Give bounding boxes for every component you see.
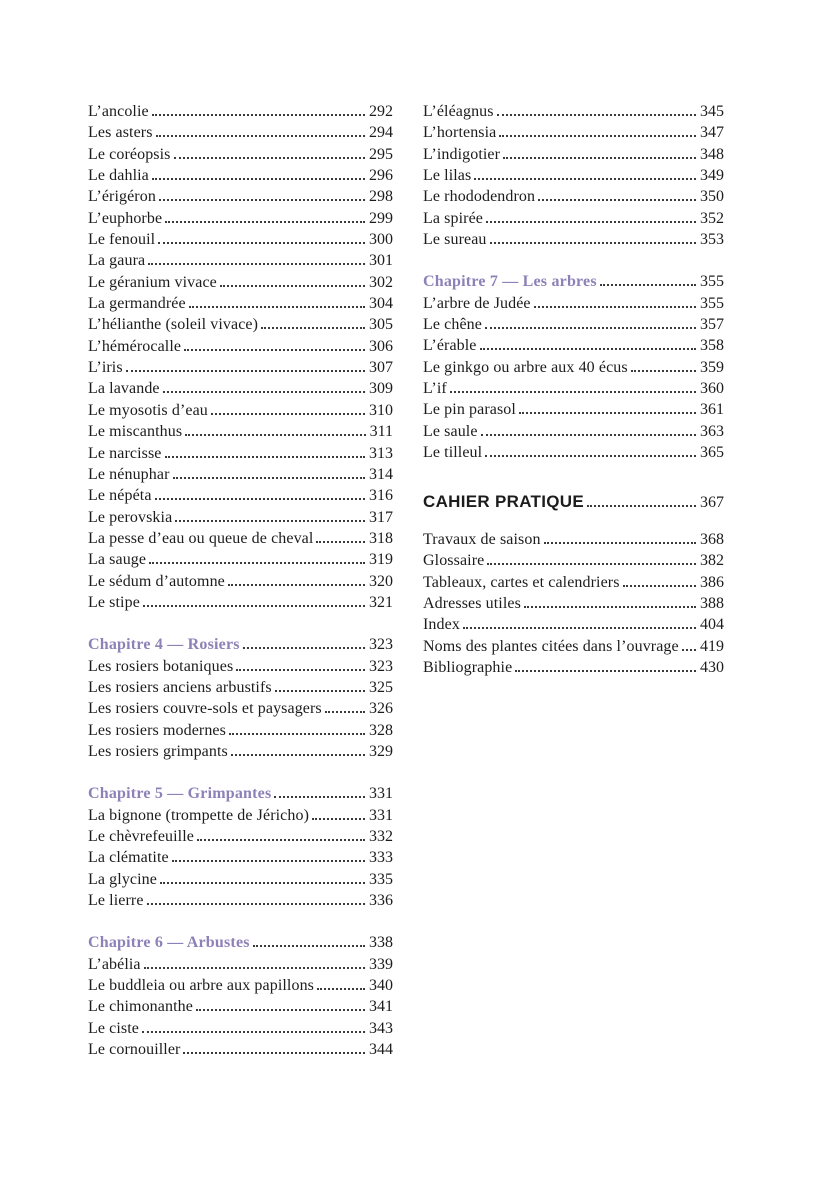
- toc-entry-page: 348: [700, 145, 724, 163]
- dot-leader: [143, 605, 365, 607]
- toc-entry-page: 321: [369, 593, 393, 611]
- toc-entry-label: L’hémérocalle: [88, 337, 182, 355]
- dot-leader: [185, 434, 365, 436]
- dot-leader: [474, 178, 696, 180]
- toc-entry-label: Les rosiers anciens arbustifs: [88, 678, 272, 696]
- toc-entry-page: 335: [369, 870, 393, 888]
- toc-entry-label: Le géranium vivace: [88, 273, 217, 291]
- dot-leader: [497, 114, 696, 116]
- dot-leader: [228, 584, 365, 586]
- toc-entry-label: Le chimonanthe: [88, 998, 193, 1016]
- toc-entry: [88, 996, 393, 1017]
- dot-leader: [165, 221, 365, 223]
- toc-entry-page: 306: [369, 337, 393, 355]
- toc-column-left: [88, 101, 393, 1060]
- dot-leader: [519, 412, 696, 414]
- toc-entry: [88, 229, 393, 250]
- toc-column-right: [423, 101, 724, 678]
- toc-entry-label: La bignone (trompette de Jéricho): [88, 806, 309, 824]
- dot-leader: [197, 839, 365, 841]
- toc-entry-page: 357: [700, 316, 724, 334]
- toc-entry-label: La gaura: [88, 252, 146, 270]
- toc-entry-page: 347: [700, 124, 724, 142]
- heading-gap: [423, 513, 724, 529]
- dot-leader: [538, 199, 696, 201]
- toc-entry-label: Le ciste: [88, 1019, 139, 1037]
- toc-entry: [88, 826, 393, 847]
- toc-entry-page: 344: [369, 1041, 393, 1059]
- toc-entry: [88, 378, 393, 399]
- toc-entry-page: 419: [700, 637, 724, 655]
- toc-entry-page: 301: [369, 252, 393, 270]
- dot-leader: [152, 178, 365, 180]
- toc-entry-page: 311: [369, 423, 393, 441]
- toc-section: [88, 783, 393, 911]
- toc-section: [423, 101, 724, 250]
- chapter-heading-page: 331: [369, 785, 393, 803]
- dot-leader: [144, 967, 365, 969]
- dot-leader: [274, 796, 365, 798]
- toc-entry-page: 349: [700, 167, 724, 185]
- toc-entry-label: Le saule: [423, 422, 478, 440]
- toc-entry-label: Le stipe: [88, 593, 140, 611]
- toc-entry: [88, 1018, 393, 1039]
- dot-leader: [480, 348, 696, 350]
- toc-entry: [88, 357, 393, 378]
- chapter-heading-label: Chapitre 7 — Les arbres: [423, 273, 597, 291]
- toc-entry-page: 350: [700, 188, 724, 206]
- toc-entry-page: 343: [369, 1019, 393, 1037]
- toc-entry: [423, 101, 724, 122]
- toc-entry-label: Le myosotis d’eau: [88, 401, 208, 419]
- toc-entry: [88, 314, 393, 335]
- toc-entry: [423, 593, 724, 614]
- toc-entry-page: 323: [369, 657, 393, 675]
- toc-entry-label: Les rosiers modernes: [88, 721, 226, 739]
- toc-entry-label: Les rosiers grimpants: [88, 742, 228, 760]
- toc-entry: [423, 529, 724, 550]
- toc-entry-label: La sauge: [88, 551, 147, 569]
- part-heading-label: CAHIER PRATIQUE: [423, 491, 584, 511]
- dot-leader: [243, 647, 365, 649]
- toc-entry-label: Le coréopsis: [88, 145, 171, 163]
- dot-leader: [623, 585, 696, 587]
- dot-leader: [159, 199, 365, 201]
- dot-leader: [155, 498, 365, 500]
- toc-section: [423, 271, 724, 463]
- dot-leader: [148, 263, 365, 265]
- toc-entry-page: 341: [369, 998, 393, 1016]
- toc-entry-page: 336: [369, 892, 393, 910]
- toc-entry-label: La clématite: [88, 849, 169, 867]
- toc-entry: [88, 122, 393, 143]
- toc-entry: [88, 975, 393, 996]
- toc-entry-page: 310: [369, 401, 393, 419]
- toc-entry: [423, 421, 724, 442]
- part-heading-page: 367: [700, 493, 724, 511]
- toc-entry-page: 365: [700, 444, 724, 462]
- toc-section: [88, 101, 393, 613]
- toc-entry-page: 302: [369, 273, 393, 291]
- toc-entry-page: 339: [369, 955, 393, 973]
- toc-entry-page: 309: [369, 380, 393, 398]
- toc-entry-label: Le nénuphar: [88, 465, 170, 483]
- toc-entry-page: 319: [369, 551, 393, 569]
- toc-entry: [88, 421, 393, 442]
- toc-entry-page: 361: [700, 401, 724, 419]
- dot-leader: [236, 669, 365, 671]
- toc-entry: [88, 464, 393, 485]
- toc-entry-page: 359: [700, 358, 724, 376]
- dot-leader: [149, 562, 365, 564]
- toc-entry: [423, 144, 724, 165]
- toc-entry-label: Le fenouil: [88, 231, 156, 249]
- toc-entry: [88, 528, 393, 549]
- toc-entry-page: 316: [369, 487, 393, 505]
- toc-entry-page: 300: [369, 231, 393, 249]
- dot-leader: [172, 860, 365, 862]
- toc-entry: [88, 847, 393, 868]
- toc-entry-label: Tableaux, cartes et calendriers: [423, 573, 620, 591]
- toc-entry-page: 382: [700, 552, 724, 570]
- toc-entry-label: L’érigéron: [88, 188, 156, 206]
- toc-entry-page: 299: [369, 209, 393, 227]
- dot-leader: [325, 711, 365, 713]
- toc-entry: [423, 442, 724, 463]
- toc-section: [88, 634, 393, 762]
- dot-leader: [173, 477, 365, 479]
- dot-leader: [503, 157, 696, 159]
- toc-entry-page: 360: [700, 380, 724, 398]
- toc-entry: [88, 890, 393, 911]
- toc-entry: [423, 208, 724, 229]
- toc-entry: [88, 144, 393, 165]
- toc-entry-label: La germandrée: [88, 295, 186, 313]
- dot-leader: [481, 434, 696, 436]
- dot-leader: [463, 627, 696, 629]
- toc-entry: [423, 550, 724, 571]
- toc-entry-label: L’iris: [88, 359, 123, 377]
- dot-leader: [487, 563, 696, 565]
- toc-entry: [88, 592, 393, 613]
- toc-entry-label: Le lierre: [88, 892, 144, 910]
- chapter-heading: [88, 932, 393, 953]
- dot-leader: [196, 1009, 365, 1011]
- toc-entry: [88, 677, 393, 698]
- toc-entry-label: Les rosiers couvre-sols et paysagers: [88, 700, 322, 718]
- toc-entry-page: 345: [700, 103, 724, 120]
- dot-leader: [160, 882, 365, 884]
- toc-entry-label: Le cornouiller: [88, 1041, 181, 1059]
- toc-entry-page: 294: [369, 124, 393, 142]
- toc-entry-page: 313: [369, 444, 393, 462]
- toc-entry: [423, 357, 724, 378]
- toc-entry-label: L’hélianthe (soleil vivace): [88, 316, 259, 334]
- toc-entry: [88, 507, 393, 528]
- toc-entry-page: 353: [700, 231, 724, 249]
- toc-entry: [88, 400, 393, 421]
- toc-entry-page: 363: [700, 422, 724, 440]
- dot-leader: [682, 649, 696, 651]
- toc-section: [423, 491, 724, 679]
- dot-leader: [600, 284, 696, 286]
- dot-leader: [499, 135, 696, 137]
- toc-entry-page: 328: [369, 721, 393, 739]
- toc-entry-label: Le lilas: [423, 167, 472, 185]
- toc-entry: [88, 186, 393, 207]
- toc-entry: [423, 186, 724, 207]
- toc-entry-page: 298: [369, 188, 393, 206]
- toc-entry-page: 307: [369, 359, 393, 377]
- dot-leader: [316, 541, 365, 543]
- toc-entry-page: 430: [700, 658, 724, 676]
- toc-entry: [88, 1039, 393, 1060]
- toc-entry: [88, 869, 393, 890]
- toc-entry: [423, 229, 724, 250]
- toc-entry-page: 368: [700, 530, 724, 548]
- toc-entry: [423, 572, 724, 593]
- toc-entry-label: Bibliographie: [423, 658, 513, 676]
- toc-entry: [88, 443, 393, 464]
- toc-entry-label: Noms des plantes citées dans l’ouvrage: [423, 637, 679, 655]
- toc-entry-label: La glycine: [88, 870, 157, 888]
- chapter-heading: [88, 634, 393, 655]
- dot-leader: [126, 370, 365, 372]
- toc-entry: [423, 614, 724, 635]
- toc-entry-label: L’ancolie: [88, 103, 149, 120]
- toc-entry-label: L’arbre de Judée: [423, 294, 531, 312]
- dot-leader: [175, 520, 365, 522]
- toc-entry: [423, 399, 724, 420]
- toc-entry-label: L’if: [423, 380, 447, 398]
- toc-entry-label: L’érable: [423, 337, 477, 355]
- toc-entry-page: 305: [369, 316, 393, 334]
- toc-entry-label: Le perovskia: [88, 508, 173, 526]
- toc-entry: [88, 571, 393, 592]
- dot-leader: [174, 157, 365, 159]
- toc-entry: [88, 165, 393, 186]
- toc-entry: [88, 698, 393, 719]
- toc-entry: [423, 378, 724, 399]
- toc-entry-label: Le narcisse: [88, 444, 162, 462]
- toc-entry: [88, 208, 393, 229]
- toc-entry-page: 404: [700, 616, 724, 634]
- dot-leader: [261, 327, 365, 329]
- toc-entry-page: 314: [369, 465, 393, 483]
- toc-entry: [88, 485, 393, 506]
- toc-entry-label: Le buddleia ou arbre aux papillons: [88, 977, 314, 995]
- toc-section: [88, 932, 393, 1060]
- dot-leader: [152, 114, 365, 116]
- dot-leader: [275, 690, 365, 692]
- chapter-heading-label: Chapitre 4 — Rosiers: [88, 636, 240, 654]
- dot-leader: [631, 370, 696, 372]
- toc-entry: [423, 335, 724, 356]
- dot-leader: [587, 505, 696, 507]
- dot-leader: [183, 1052, 365, 1054]
- toc-entry-page: 331: [369, 806, 393, 824]
- chapter-heading-label: Chapitre 6 — Arbustes: [88, 934, 250, 952]
- toc-entry-label: Le népéta: [88, 487, 152, 505]
- toc-entry-label: Index: [423, 616, 460, 634]
- chapter-heading-page: 323: [369, 636, 393, 654]
- toc-entry-page: 388: [700, 594, 724, 612]
- toc-entry-label: L’éléagnus: [423, 103, 494, 120]
- toc-entry-page: 320: [369, 572, 393, 590]
- toc-entry: [423, 314, 724, 335]
- toc-entry: [88, 741, 393, 762]
- toc-entry-label: Le chèvrefeuille: [88, 828, 194, 845]
- part-heading: [423, 491, 724, 513]
- toc-entry-label: La pesse d’eau ou queue de cheval: [88, 529, 314, 547]
- toc-entry-page: 333: [369, 849, 393, 867]
- toc-entry-label: Le rhododendron: [423, 188, 536, 206]
- toc-entry: [423, 636, 724, 657]
- toc-entry-page: 325: [369, 678, 393, 696]
- toc-entry-label: Le chêne: [423, 316, 482, 334]
- dot-leader: [231, 754, 365, 756]
- toc-entry-page: 317: [369, 508, 393, 526]
- toc-entry-label: Le pin parasol: [423, 401, 516, 419]
- toc-entry: [88, 549, 393, 570]
- toc-entry: [423, 657, 724, 678]
- toc-columns: [88, 101, 837, 1060]
- toc-entry-page: 295: [369, 145, 393, 163]
- toc-entry-label: La lavande: [88, 380, 160, 398]
- toc-entry-page: 386: [700, 573, 724, 591]
- toc-entry-label: L’hortensia: [423, 124, 497, 142]
- toc-entry: [423, 165, 724, 186]
- chapter-heading-label: Chapitre 5 — Grimpantes: [88, 785, 272, 803]
- dot-leader: [158, 242, 365, 244]
- dot-leader: [156, 135, 365, 137]
- dot-leader: [253, 945, 365, 947]
- toc-entry: [88, 720, 393, 741]
- dot-leader: [147, 903, 365, 905]
- toc-entry-page: 296: [369, 167, 393, 185]
- toc-entry-page: 292: [369, 103, 393, 120]
- dot-leader: [165, 456, 365, 458]
- toc-entry: [88, 954, 393, 975]
- dot-leader: [220, 285, 365, 287]
- dot-leader: [163, 391, 365, 393]
- dot-leader: [534, 306, 696, 308]
- toc-entry-page: 352: [700, 209, 724, 227]
- dot-leader: [142, 1031, 365, 1033]
- dot-leader: [544, 542, 696, 544]
- toc-entry: [423, 293, 724, 314]
- dot-leader: [490, 242, 696, 244]
- toc-entry: [88, 656, 393, 677]
- toc-entry-page: 304: [369, 295, 393, 313]
- toc-entry-label: Le miscanthus: [88, 423, 183, 441]
- toc-entry: [88, 272, 393, 293]
- dot-leader: [229, 733, 365, 735]
- toc-entry: [88, 293, 393, 314]
- toc-entry-page: 329: [369, 742, 393, 760]
- toc-entry-label: Les rosiers botaniques: [88, 657, 234, 675]
- toc-entry: [88, 336, 393, 357]
- toc-entry: [88, 250, 393, 271]
- toc-entry-page: 355: [700, 294, 724, 312]
- dot-leader: [486, 221, 696, 223]
- chapter-heading-page: 338: [369, 934, 393, 952]
- toc-entry-label: Le dahlia: [88, 167, 149, 185]
- toc-entry-label: Le ginkgo ou arbre aux 40 écus: [423, 358, 628, 376]
- dot-leader: [450, 391, 696, 393]
- toc-entry-label: L’indigotier: [423, 145, 501, 163]
- chapter-heading: [423, 271, 724, 292]
- toc-entry-label: Le tilleul: [423, 444, 483, 462]
- chapter-heading: [88, 783, 393, 804]
- toc-entry: [88, 101, 393, 122]
- dot-leader: [211, 413, 365, 415]
- toc-entry-page: 340: [369, 977, 393, 995]
- toc-entry-label: Glossaire: [423, 552, 485, 570]
- toc-entry-label: Les asters: [88, 124, 153, 142]
- toc-entry-page: 318: [369, 529, 393, 547]
- toc-entry-page: 326: [369, 700, 393, 718]
- dot-leader: [317, 988, 365, 990]
- toc-entry-label: Le sureau: [423, 231, 487, 249]
- dot-leader: [312, 818, 365, 820]
- toc-entry-label: Adresses utiles: [423, 594, 521, 612]
- dot-leader: [485, 327, 696, 329]
- toc-entry-label: La spirée: [423, 209, 483, 227]
- toc-entry-page: 332: [369, 828, 393, 845]
- toc-entry-label: Le sédum d’automne: [88, 572, 225, 590]
- toc-entry-label: L’euphorbe: [88, 209, 163, 227]
- dot-leader: [515, 670, 696, 672]
- dot-leader: [524, 606, 696, 608]
- toc-entry: [423, 122, 724, 143]
- dot-leader: [485, 455, 696, 457]
- chapter-heading-page: 355: [700, 273, 724, 291]
- dot-leader: [184, 349, 365, 351]
- toc-entry-label: Travaux de saison: [423, 530, 541, 548]
- toc-entry-label: L’abélia: [88, 955, 141, 973]
- toc-entry-page: 358: [700, 337, 724, 355]
- dot-leader: [189, 306, 365, 308]
- toc-entry: [88, 805, 393, 826]
